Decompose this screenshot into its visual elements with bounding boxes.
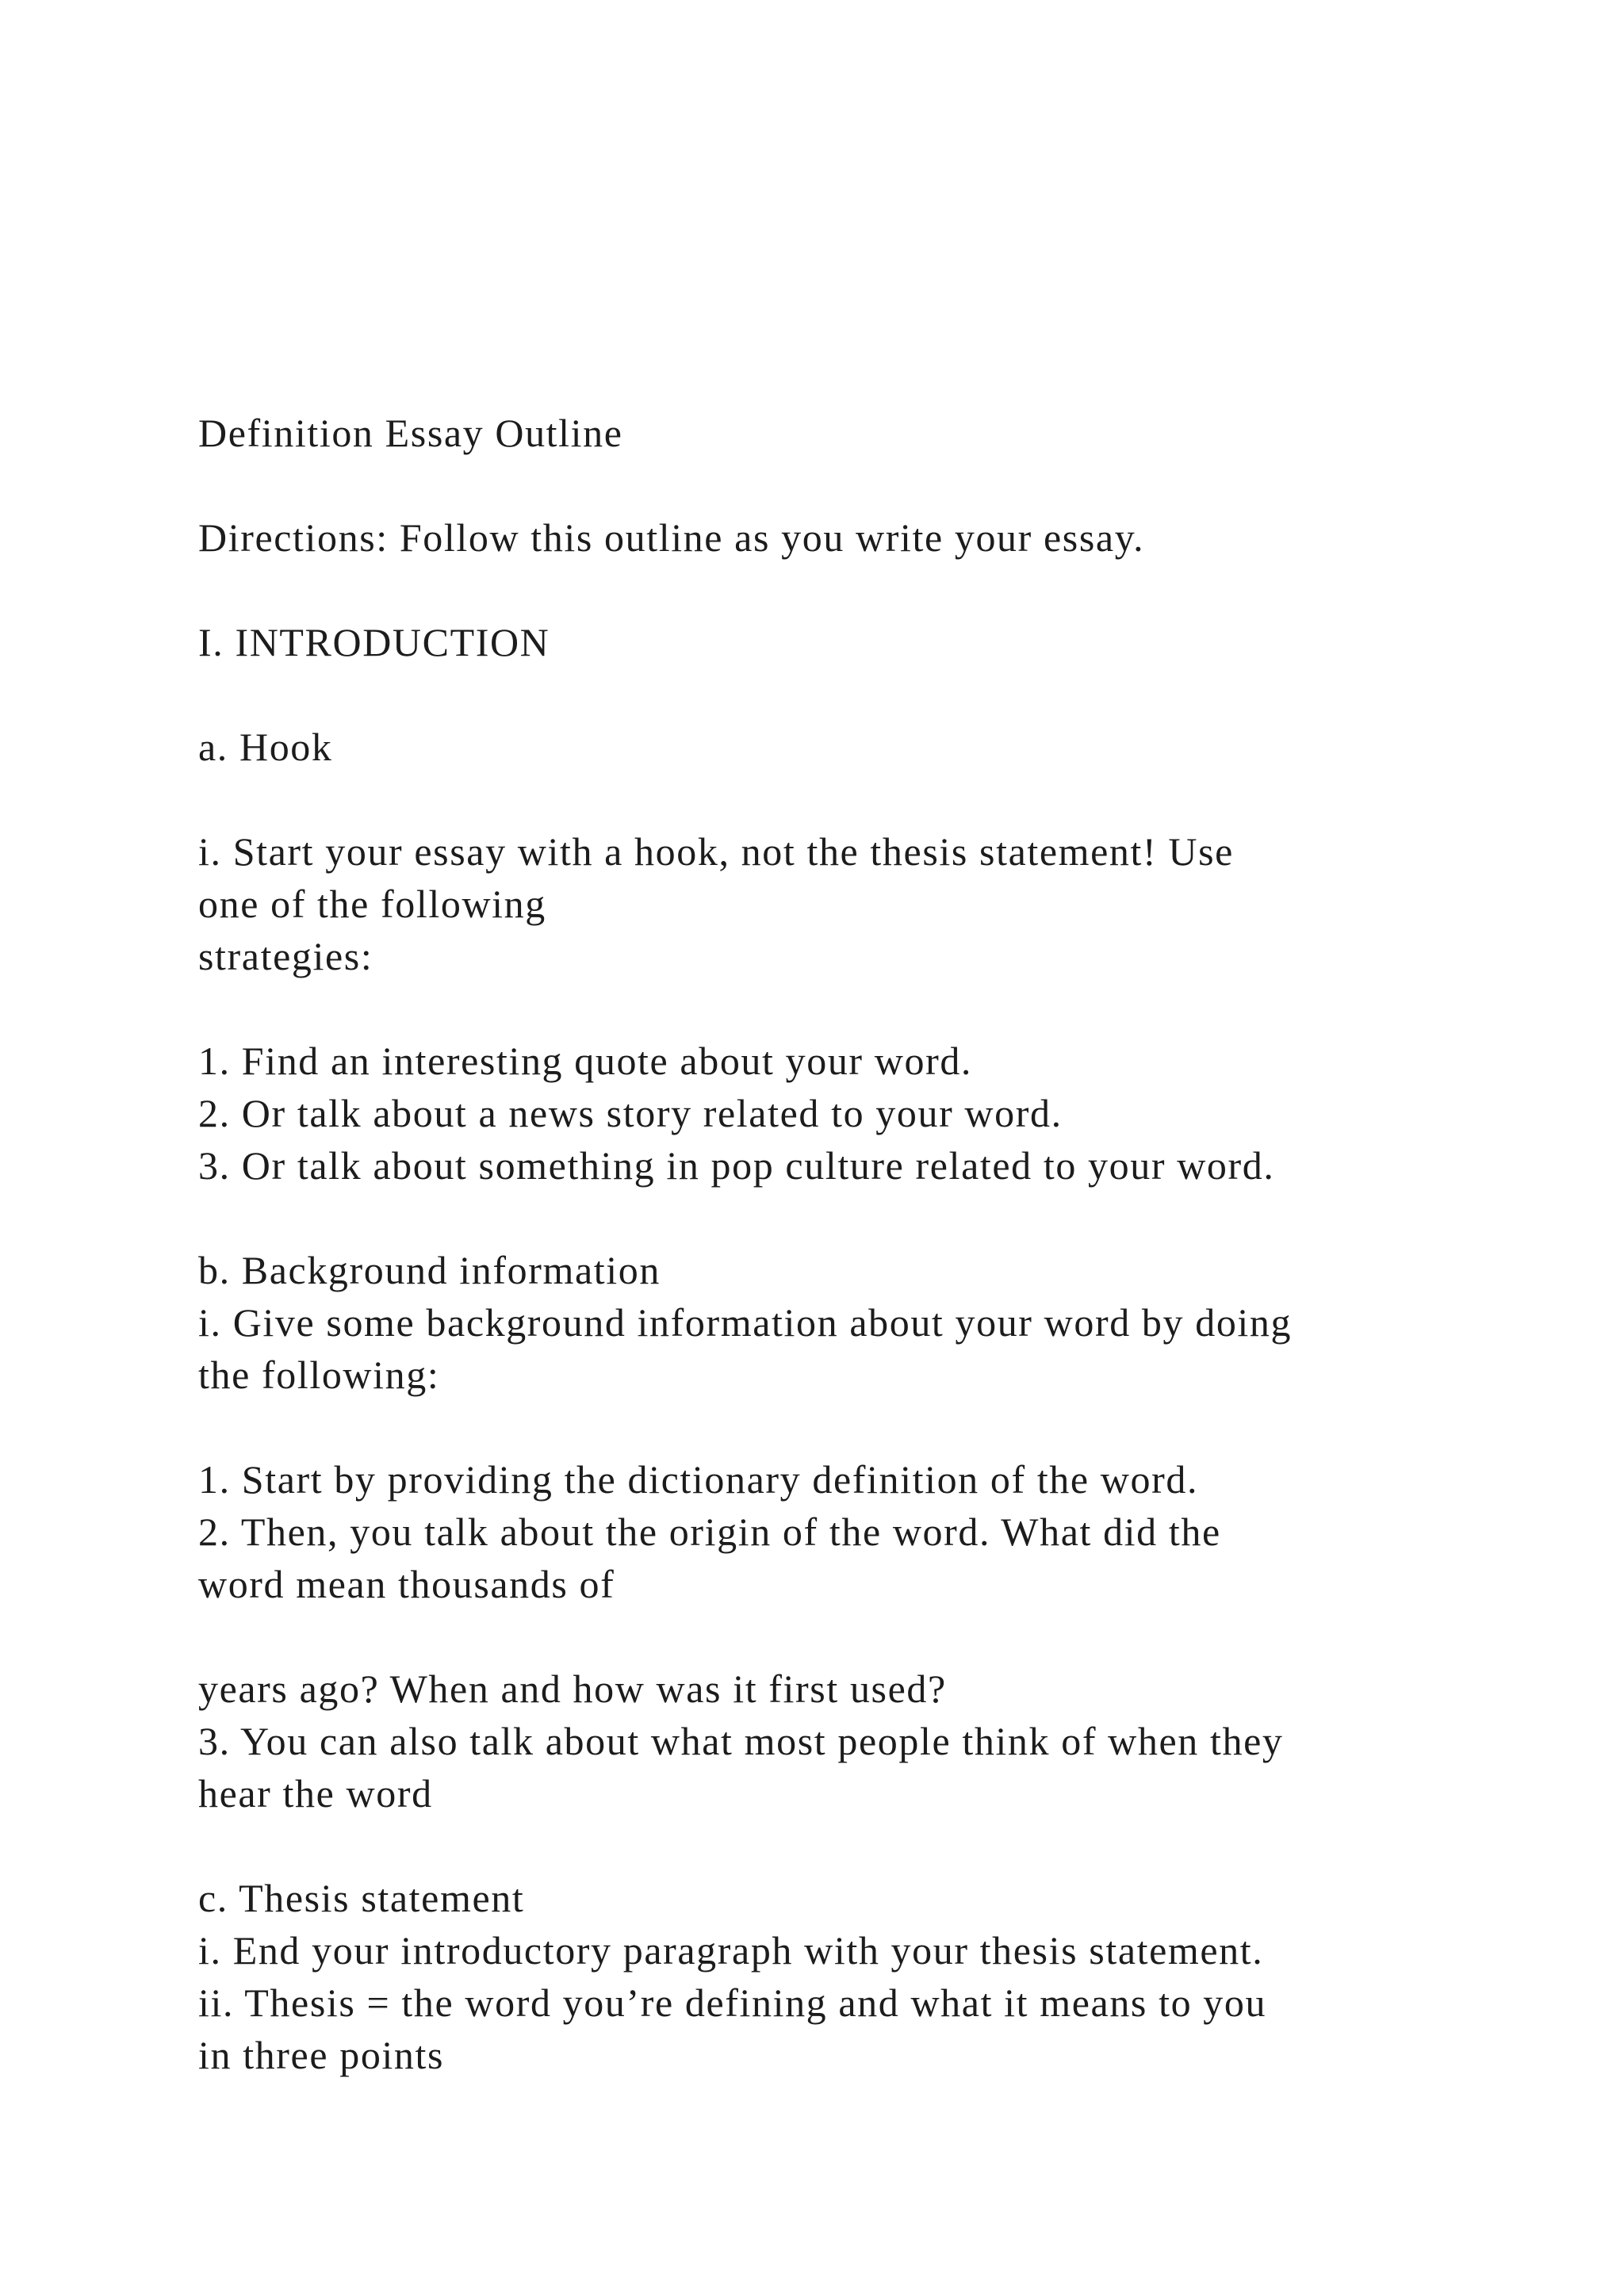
spacer bbox=[198, 773, 1499, 825]
thesis-item: in three points bbox=[198, 2033, 445, 2077]
spacer bbox=[198, 982, 1499, 1035]
document-title: Definition Essay Outline bbox=[198, 411, 623, 455]
background-item-line: the following: bbox=[198, 1353, 440, 1397]
spacer bbox=[198, 1610, 1499, 1663]
strategy-item: 3. Or talk about something in pop culture related to your word. bbox=[198, 1143, 1275, 1188]
spacer bbox=[198, 668, 1499, 721]
spacer bbox=[198, 1192, 1499, 1244]
strategy-item: 1. Find an interesting quote about your word. bbox=[198, 1039, 973, 1083]
hook-heading: a. Hook bbox=[198, 725, 333, 769]
hook-item-line: one of the following bbox=[198, 882, 546, 926]
spacer bbox=[198, 564, 1499, 616]
document-body bbox=[198, 407, 1499, 2081]
background-step: 1. Start by providing the dictionary definition of the word. bbox=[198, 1457, 1199, 1502]
background-step: word mean thousands of bbox=[198, 1562, 615, 1606]
background-step: 3. You can also talk about what most people think of when they bbox=[198, 1719, 1284, 1763]
background-heading: b. Background information bbox=[198, 1248, 661, 1292]
thesis-item: ii. Thesis = the word you’re defining and what it means to you bbox=[198, 1980, 1267, 2025]
thesis-heading: c. Thesis statement bbox=[198, 1876, 525, 1920]
directions-text: Directions: Follow this outline as you write your essay. bbox=[198, 515, 1145, 560]
hook-item-line: i. Start your essay with a hook, not the thesis statement! Use bbox=[198, 829, 1234, 874]
strategy-item: 2. Or talk about a news story related to your word. bbox=[198, 1091, 1063, 1135]
spacer bbox=[198, 1820, 1499, 1872]
spacer bbox=[198, 1401, 1499, 1453]
background-step: hear the word bbox=[198, 1771, 433, 1816]
thesis-item: i. End your introductory paragraph with your thesis statement. bbox=[198, 1928, 1264, 1973]
section-heading-introduction: I. INTRODUCTION bbox=[198, 620, 550, 664]
hook-item-line: strategies: bbox=[198, 934, 373, 978]
spacer bbox=[198, 459, 1499, 511]
background-step: years ago? When and how was it first used? bbox=[198, 1667, 947, 1711]
background-item-line: i. Give some background information about your word by doing bbox=[198, 1300, 1293, 1345]
background-step: 2. Then, you talk about the origin of the word. What did the bbox=[198, 1510, 1221, 1554]
